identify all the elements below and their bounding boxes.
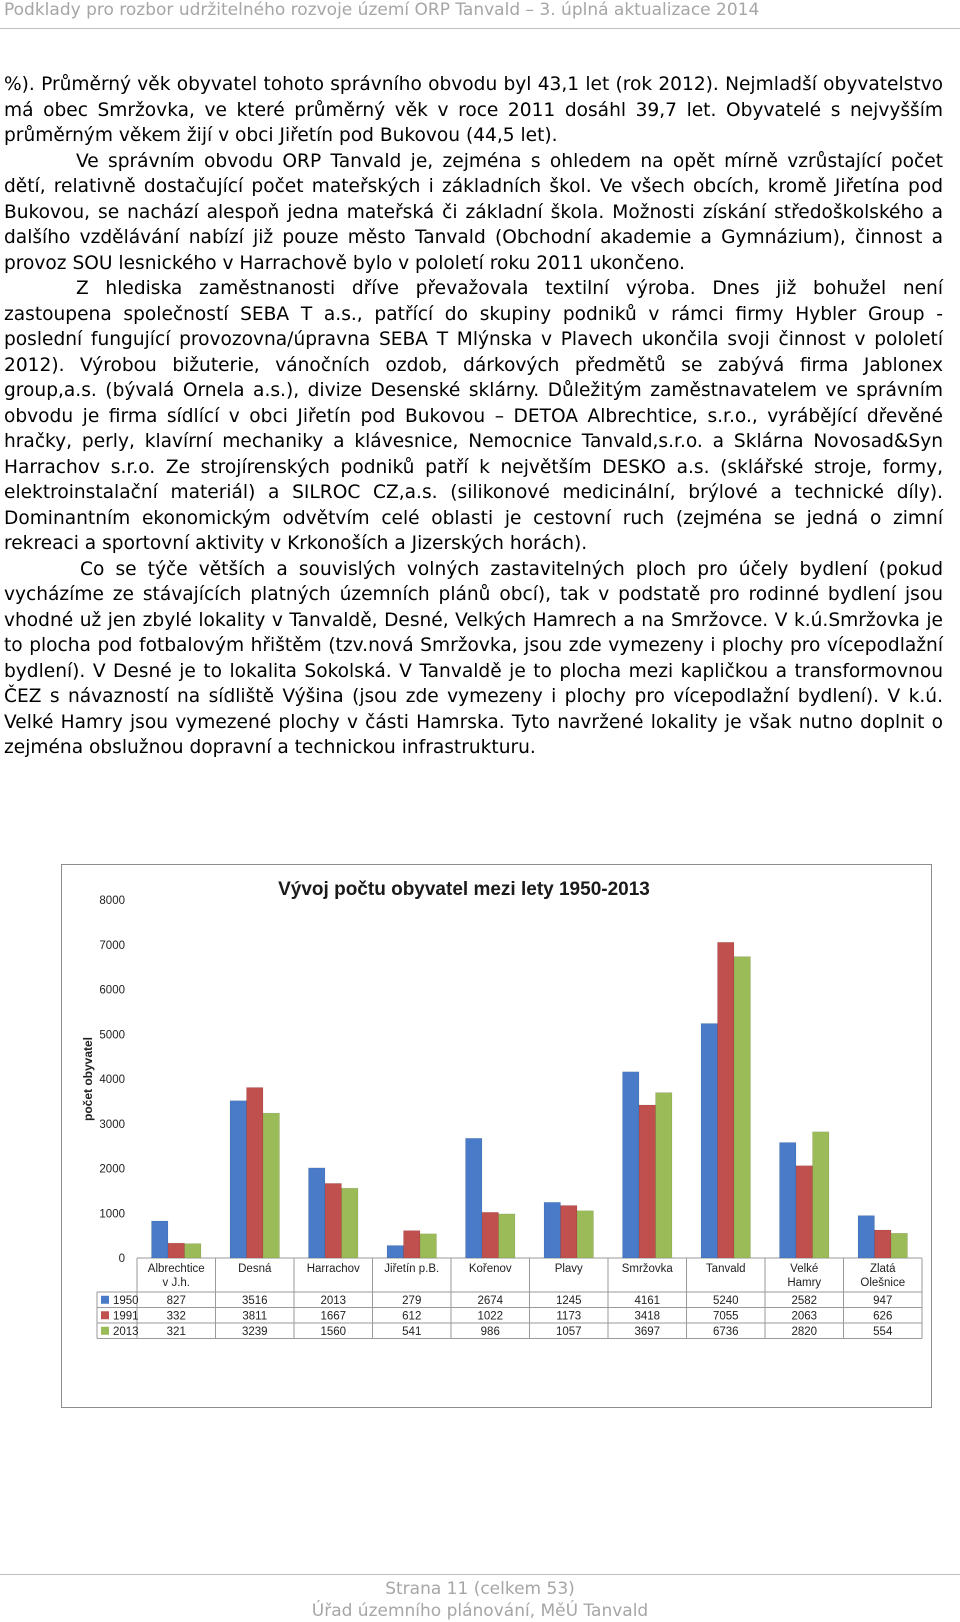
category-label: Smržovka (621, 1263, 673, 1275)
table-value: 2013 (320, 1294, 347, 1307)
category-label: Desná (238, 1263, 272, 1275)
paragraph: Ve správním obvodu ORP Tanvald je, zejména s ohledem na opět mírně vzrůstající počet dětí, relativně dostačující počet mateřských i základních škol. Ve všech obcích, kromě Jiřetína pod Bukovou, se nachází alespoň jedna mateřská či základní škola. Možnosti získání středoškolského a dalšího vzdělávání nabízí již pouze město Tanvald (Obchodní akademie a Gymnázium), činnost a provoz SOU lesnického v Harrachově bylo v pololetí roku 2011 ukončeno. (4, 150, 943, 274)
bar-1991-2 (325, 1183, 342, 1258)
bar-1991-4 (482, 1212, 499, 1258)
bar-2013-4 (499, 1214, 516, 1258)
bar-2013-8 (813, 1132, 830, 1258)
table-value: 332 (166, 1310, 186, 1323)
bar-2013-9 (891, 1233, 908, 1258)
bar-1950-4 (466, 1138, 483, 1258)
table-value: 612 (402, 1310, 422, 1323)
table-value: 321 (166, 1325, 186, 1338)
paragraph: Z hlediska zaměstnanosti dříve převažovala textilní výroba. Dnes již bohužel není zastoupena společností SEBA T a.s., patřící do skupiny podniků v rámci firmy Hybler Group - poslední fungující provozovna/úpravna SEBA T Mlýnska v Plavech ukončila svoji činnost v pololetí 2012). Výrobou bižuterie, vánočních ozdob, dárkových předmětů se zabývá firma Jablonex group,a.s. (bývalá Ornela a.s.), divize Desenské sklárny. Důležitým zaměstnavatelem ve správním obvodu je firma sídlící v obci Jiřetín pod Bukovou – DETOA Albrechtice, s.r.o., vyrábějící dřevěné hračky, perly, klavírní mechaniky a klávesnice, Nemocnice Tanvald,s.r.o. a Sklárna Novosad&Syn Harrachov s.r.o. Ze strojírenských podniků patří k největším DESKO a.s. (sklářské stroje, formy, elektroinstalační materiál) a SILROC CZ,a.s. (silikonové medicinální, brýlové a technické díly). Dominantním ekonomickým odvětvím celé oblasti je cestovní ruch (zejména se jedná o zimní rekreaci a sportovní aktivity v Krkonoších a Jizerských horách). (4, 278, 943, 554)
table-value: 3811 (242, 1310, 268, 1323)
bar-1950-6 (623, 1072, 640, 1258)
table-value: 541 (402, 1325, 422, 1338)
category-label: Hamry (787, 1277, 822, 1289)
bar-1950-0 (152, 1221, 169, 1258)
bar-1950-7 (701, 1024, 718, 1259)
y-tick-label: 3000 (99, 1118, 125, 1131)
y-tick-label: 2000 (99, 1163, 125, 1176)
table-value: 1057 (555, 1325, 582, 1338)
body-text (4, 72, 943, 761)
legend-label: 1991 (113, 1310, 139, 1323)
legend-key-1950 (101, 1296, 109, 1304)
bar-1950-2 (309, 1168, 326, 1258)
office-name: Úřad územního plánování, MěÚ Tanvald (311, 1601, 649, 1621)
table-value: 2820 (791, 1325, 818, 1338)
table-value: 1667 (320, 1310, 347, 1323)
table-value: 1173 (556, 1310, 582, 1323)
y-axis-label: počet obyvatel (81, 1036, 95, 1122)
table-value: 6736 (712, 1325, 739, 1338)
bar-1991-0 (168, 1243, 185, 1258)
category-label: Velké (790, 1263, 819, 1275)
table-value: 2063 (791, 1310, 818, 1323)
y-tick-label: 5000 (99, 1029, 125, 1042)
bar-1950-8 (780, 1143, 797, 1259)
bar-1991-1 (247, 1088, 264, 1259)
category-label: Zlatá (869, 1263, 896, 1275)
table-value: 2674 (477, 1294, 504, 1307)
category-label: Plavy (554, 1263, 583, 1275)
bar-1950-9 (858, 1216, 875, 1258)
table-value: 3697 (634, 1325, 661, 1338)
population-chart (61, 864, 932, 1408)
bar-1950-1 (230, 1101, 247, 1258)
bar-2013-0 (185, 1244, 202, 1258)
table-value: 1022 (477, 1310, 504, 1323)
chart-title: Vývoj počtu obyvatel mezi lety 1950-2013 (278, 879, 650, 900)
table-value: 1245 (555, 1294, 582, 1307)
category-label: Kořenov (468, 1263, 512, 1275)
table-value: 4161 (634, 1294, 661, 1307)
bar-2013-6 (656, 1093, 673, 1258)
bar-2013-1 (263, 1113, 280, 1258)
table-value: 626 (873, 1310, 893, 1323)
table-value: 7055 (712, 1310, 739, 1323)
bar-1950-3 (387, 1246, 404, 1259)
category-label: v J.h. (162, 1277, 190, 1289)
legend-label: 2013 (113, 1325, 139, 1338)
bar-1991-6 (639, 1105, 656, 1258)
page-footer (0, 1578, 960, 1622)
legend-label: 1950 (113, 1294, 139, 1307)
category-label: Jiřetín p.B. (384, 1263, 440, 1275)
footer-divider (0, 1574, 960, 1575)
y-tick-label: 6000 (99, 984, 125, 997)
y-tick-label: 0 (118, 1253, 125, 1265)
y-tick-label: 7000 (99, 939, 125, 952)
category-label: Albrechtice (147, 1263, 205, 1275)
bar-1991-3 (404, 1231, 421, 1258)
table-value: 947 (873, 1294, 893, 1307)
table-value: 3418 (634, 1310, 661, 1323)
bar-1991-9 (875, 1230, 892, 1258)
legend-key-2013 (101, 1327, 109, 1335)
paragraph: Co se týče větších a souvislých volných zastavitelných ploch pro účely bydlení (pokud vycházíme ze stávajících platných územních plánů obcí), tak v podstatě pro rodinné bydlení jsou vhodné už jen zbylé lokality v Tanvaldě, Desné, Velkých Hamrech a na Smržovce. V k.ú.Smržovka je to plocha pod fotbalovým hřištěm (tzv.nová Smržovka, jsou zde vymezeny i plochy pro vícepodlažní bydlení). V Desné je to lokalita Sokolská. V Tanvaldě je to plocha mezi kapličkou a transformovnou ČEZ s návazností na sídliště Výšina (jsou zde vymezeny i plochy pro vícepodlažní bydlení). V k.ú. Velké Hamry jsou vymezené plochy v části Hamrska. Tyto navržené lokality je však nutno doplnit o zejména obslužnou dopravní a technickou infrastrukturu. (4, 558, 943, 758)
bar-2013-5 (577, 1211, 594, 1258)
bar-2013-3 (420, 1234, 437, 1258)
legend-key-1991 (101, 1311, 109, 1319)
y-tick-label: 4000 (99, 1074, 125, 1086)
table-value: 3239 (241, 1325, 268, 1338)
bar-1991-8 (796, 1166, 813, 1258)
table-value: 827 (166, 1294, 186, 1307)
category-label: Tanvald (705, 1263, 746, 1275)
chart-svg (62, 865, 931, 1407)
page-number: Strana 11 (celkem 53) (385, 1579, 575, 1599)
bar-1991-7 (718, 942, 735, 1258)
paragraph: %). Průměrný věk obyvatel tohoto správního obvodu byl 43,1 let (rok 2012). Nejmladší obyvatelstvo má obec Smržovka, ve které průměrný věk v roce 2011 dosáhl 39,7 let. Obyvatelé s nejvyšším průměrným věkem žijí v obci Jiřetín pod Bukovou (44,5 let). (4, 74, 943, 146)
table-value: 2582 (791, 1294, 818, 1307)
y-tick-label: 1000 (99, 1208, 125, 1221)
table-value: 986 (480, 1325, 500, 1338)
category-label: Harrachov (306, 1263, 360, 1275)
table-value: 5240 (712, 1294, 739, 1307)
category-label: Olešnice (860, 1277, 906, 1289)
table-value: 1560 (320, 1325, 347, 1338)
bar-1991-5 (561, 1206, 578, 1259)
header-divider (0, 28, 960, 29)
table-value: 279 (402, 1294, 422, 1307)
bar-2013-2 (342, 1188, 359, 1258)
table-value: 554 (873, 1325, 893, 1338)
y-tick-label: 8000 (99, 895, 125, 907)
bar-2013-7 (734, 957, 751, 1258)
running-header: Podklady pro rozbor udržitelného rozvoje území ORP Tanvald – 3. úplná aktualizace 2014 (4, 0, 760, 20)
table-value: 3516 (241, 1294, 268, 1307)
bar-1950-5 (544, 1202, 561, 1258)
